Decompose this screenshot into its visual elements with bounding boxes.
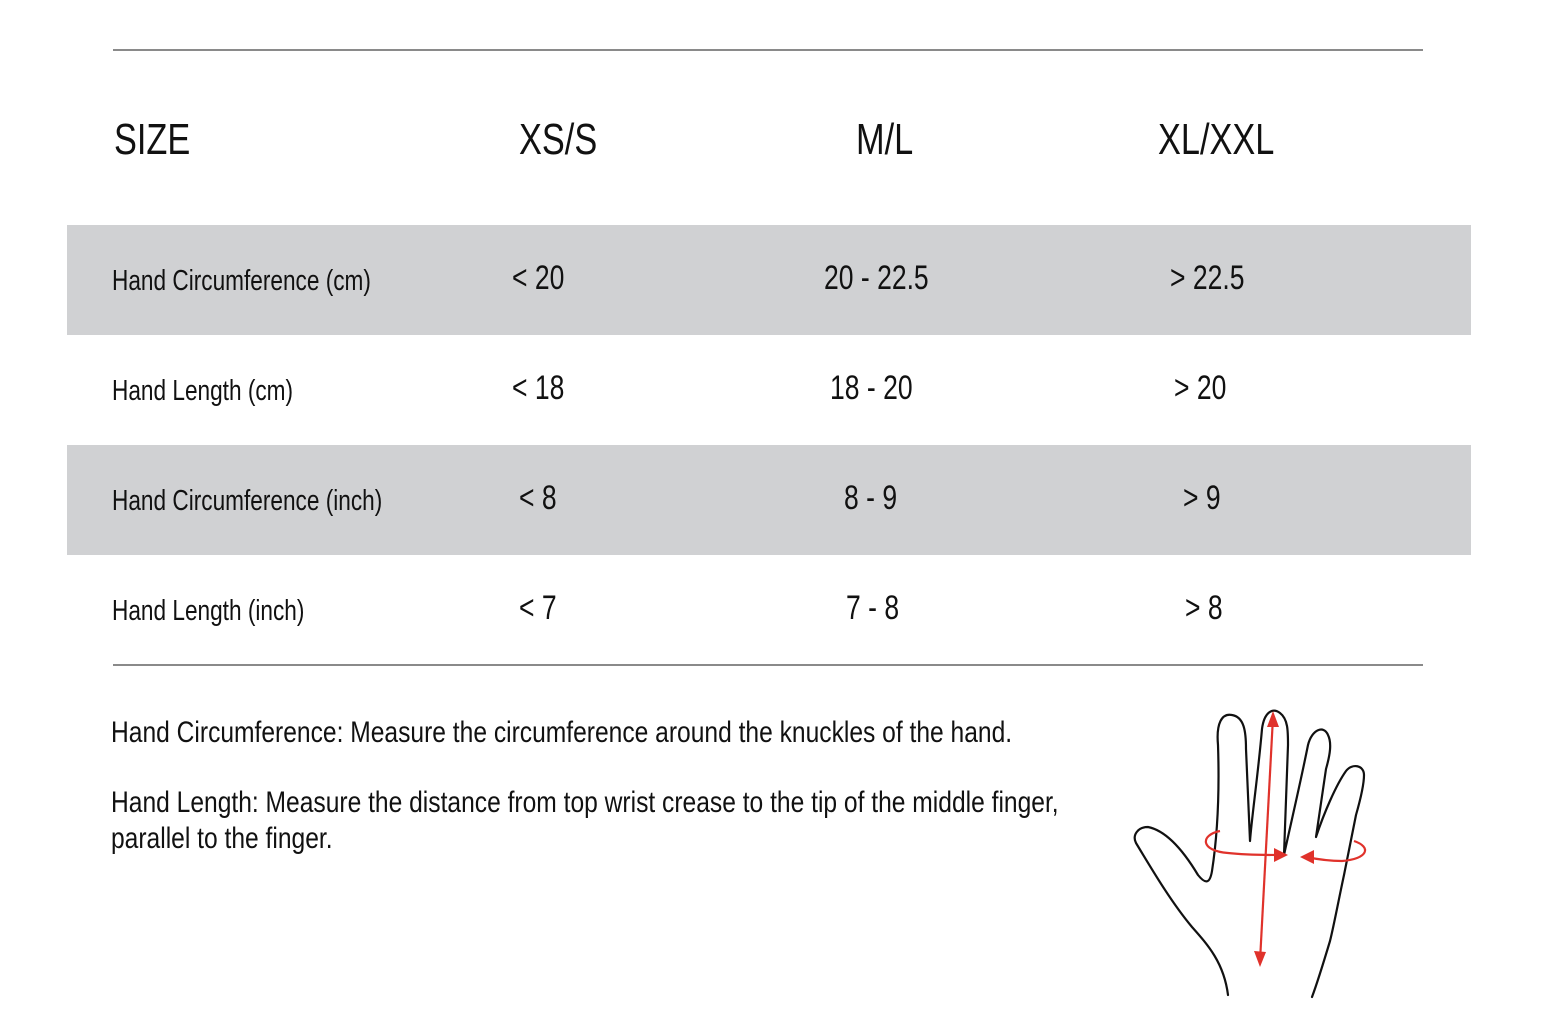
bottom-divider bbox=[113, 664, 1423, 666]
circumference-note-text: Hand Circumference: Measure the circumference around the knuckles of the hand. bbox=[111, 716, 1013, 749]
size-header-m-l: M/L bbox=[856, 115, 914, 164]
circumference-note bbox=[111, 715, 1079, 751]
table-row-circumference-cm bbox=[67, 225, 1471, 335]
value-m-l: 8 - 9 bbox=[844, 479, 898, 517]
size-header-xl-xxl: XL/XXL bbox=[1158, 115, 1275, 164]
value-xl-xxl: > 20 bbox=[1174, 369, 1227, 407]
value-m-l: 20 - 22.5 bbox=[824, 259, 929, 297]
value-xs-s: < 7 bbox=[519, 589, 557, 627]
length-note bbox=[111, 785, 1079, 857]
value-xs-s: < 20 bbox=[512, 259, 565, 297]
top-divider bbox=[113, 49, 1423, 51]
length-note-line-1: Hand Length: Measure the distance from top wrist crease to the tip of the middle finger, bbox=[111, 786, 1059, 819]
size-header-xs-s: XS/S bbox=[519, 115, 598, 164]
value-xs-s: < 8 bbox=[519, 479, 557, 517]
hand-measurement-icon bbox=[1128, 705, 1378, 1005]
value-m-l: 18 - 20 bbox=[830, 369, 913, 407]
table-row-length-cm bbox=[67, 335, 1471, 445]
measurement-notes bbox=[111, 715, 1111, 891]
value-m-l: 7 - 8 bbox=[846, 589, 900, 627]
row-label: Hand Length (inch) bbox=[112, 595, 305, 627]
row-label: Hand Circumference (cm) bbox=[112, 265, 371, 297]
row-label: Hand Circumference (inch) bbox=[112, 485, 383, 517]
table-row-circumference-inch bbox=[67, 445, 1471, 555]
value-xl-xxl: > 9 bbox=[1183, 479, 1221, 517]
value-xl-xxl: > 8 bbox=[1185, 589, 1223, 627]
length-note-line-2: parallel to the finger. bbox=[111, 822, 333, 855]
value-xs-s: < 18 bbox=[512, 369, 565, 407]
size-header-row bbox=[0, 100, 1546, 180]
table-row-length-inch bbox=[67, 555, 1471, 665]
row-label: Hand Length (cm) bbox=[112, 375, 294, 407]
value-xl-xxl: > 22.5 bbox=[1170, 259, 1245, 297]
size-header-label: SIZE bbox=[114, 115, 191, 164]
